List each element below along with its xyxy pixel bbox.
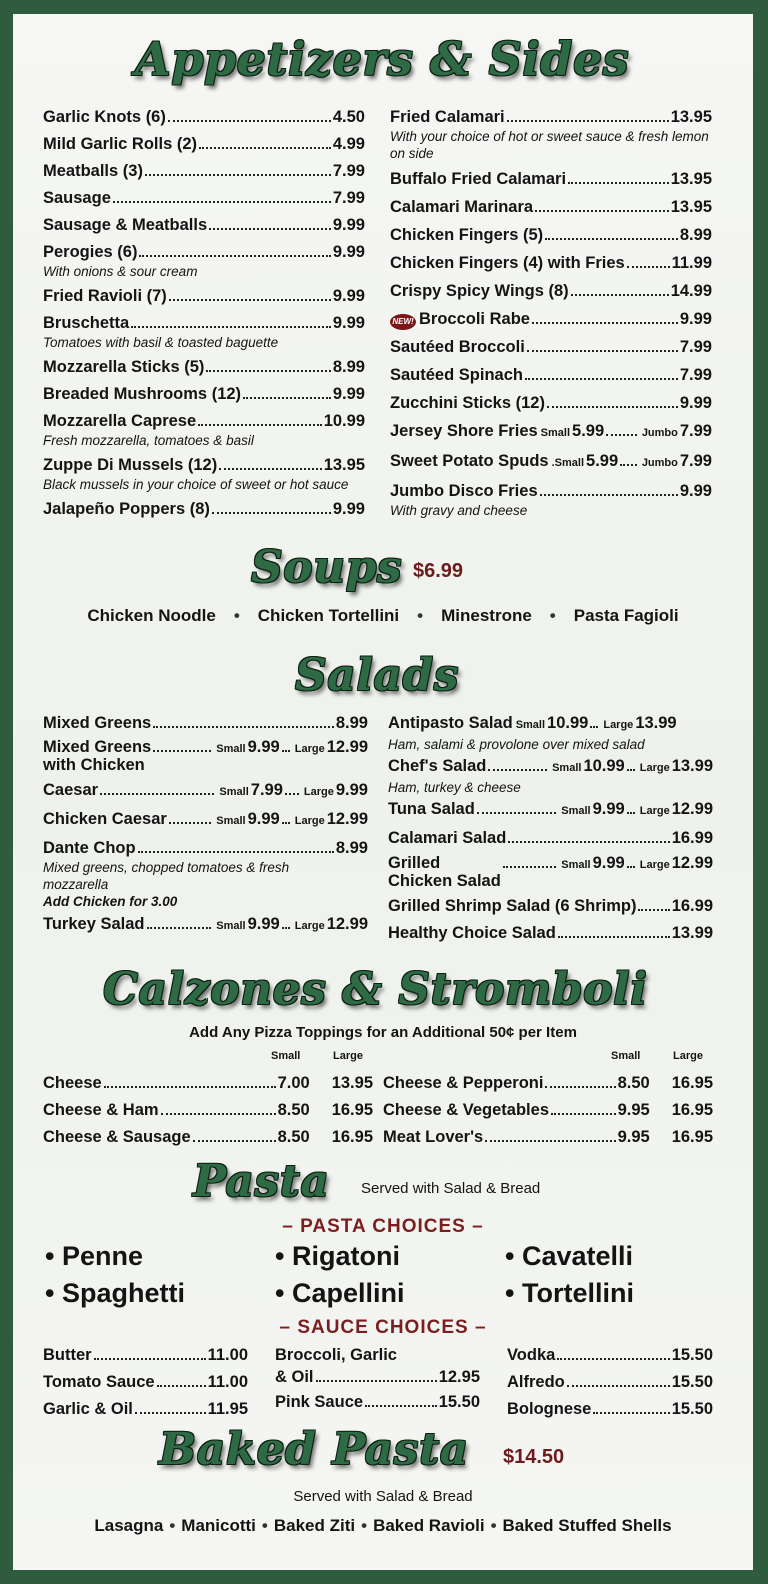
small-price: 7.00 — [277, 1074, 310, 1092]
pasta-choice: • Cavatelli — [505, 1241, 634, 1271]
appetizers-left-column — [43, 106, 365, 520]
dot-leader — [157, 1385, 206, 1387]
item-price: 13.95 — [670, 170, 712, 188]
dot-leader — [627, 266, 670, 268]
sauces-middle-column — [275, 1344, 480, 1413]
item-name: Cheese — [43, 1074, 102, 1092]
item-name-text: Mozzarella Caprese — [43, 412, 197, 430]
menu-item — [390, 196, 712, 218]
item-name — [390, 196, 533, 218]
dot-leader — [593, 1412, 669, 1414]
dot-leader — [567, 1385, 670, 1387]
item-price: 9.99 — [332, 500, 365, 518]
item-description: With gravy and cheese — [390, 503, 528, 518]
item-name-text: Bolognese — [507, 1400, 592, 1418]
soups-price: $6.99 — [413, 560, 464, 582]
bullet-separator: • — [169, 1516, 176, 1535]
item-name — [43, 1344, 92, 1366]
item-price: 7.99 — [332, 189, 365, 207]
menu-item — [43, 498, 365, 520]
item-addon: Add Chicken for 3.00 — [43, 894, 178, 909]
item-description: With onions & sour cream — [43, 264, 198, 279]
bullet-separator: • — [233, 606, 240, 625]
dot-leader — [525, 378, 678, 380]
item-price: 13.95 — [323, 456, 365, 474]
item-name — [390, 106, 505, 128]
item-price: 9.99 — [332, 287, 365, 305]
salads-right-column — [388, 712, 713, 944]
pasta-heading: Pasta — [193, 1156, 330, 1207]
dot-leader — [209, 228, 331, 230]
large-price: 16.95 — [671, 1101, 713, 1119]
item-name — [419, 308, 530, 330]
dot-leader — [169, 299, 331, 301]
baked-item: Baked Stuffed Shells — [502, 1516, 672, 1535]
menu-item: & Oil 12.95 — [275, 1368, 480, 1386]
item-price: 13.95 — [670, 108, 712, 126]
item-name: Cheese & Vegetables — [383, 1101, 549, 1119]
item-description: Mixed greens, chopped tomatoes & fresh mozzarella — [43, 860, 290, 892]
item-name-text: Butter — [43, 1346, 92, 1364]
dot-leader — [113, 201, 331, 203]
item-name — [507, 1398, 591, 1420]
dot-leader — [139, 255, 330, 257]
menu-item — [43, 1398, 248, 1420]
sauce-choices-title: – SAUCE CHOICES – — [279, 1317, 487, 1338]
menu-item: Jumbo Disco Fries 9.99 — [390, 482, 712, 500]
menu-item — [43, 241, 365, 263]
soups-list — [13, 606, 753, 626]
bullet-separator: • — [549, 606, 556, 625]
menu-item — [390, 392, 712, 414]
item-name — [43, 106, 166, 128]
item-name-text: Garlic & Oil — [43, 1400, 133, 1418]
small-price: 9.95 — [617, 1128, 650, 1146]
item-name-text: Crispy Spicy Wings (8) — [390, 282, 569, 300]
salads-left-column — [43, 712, 368, 937]
soup-item: Pasta Fagioli — [573, 606, 679, 625]
menu-item — [43, 356, 365, 378]
salads-heading: Salads — [295, 650, 460, 701]
item-name-text: Jalapeño Poppers (8) — [43, 500, 210, 518]
pasta-choice: • Rigatoni — [275, 1241, 400, 1271]
item-name-text: Alfredo — [507, 1373, 565, 1391]
item-name-text: Perogies (6) — [43, 243, 138, 261]
dot-leader — [219, 468, 322, 470]
item-name — [390, 252, 625, 274]
item-name-text: Mozzarella Sticks (5) — [43, 358, 205, 376]
menu-item — [507, 1371, 713, 1393]
item-description: Tomatoes with basil & toasted baguette — [43, 335, 279, 350]
menu-item — [383, 1099, 713, 1121]
menu-item — [390, 252, 712, 274]
small-price: 9.95 — [617, 1101, 650, 1119]
item-price: 14.99 — [670, 282, 712, 300]
menu-item — [43, 133, 365, 155]
small-price: 8.50 — [617, 1074, 650, 1092]
dot-leader — [551, 1113, 616, 1115]
menu-item — [383, 1126, 713, 1148]
dot-leader — [547, 406, 678, 408]
dot-leader — [135, 1412, 206, 1414]
pasta-choice: • Capellini — [275, 1278, 405, 1308]
small-price: 8.50 — [277, 1128, 310, 1146]
menu-page — [13, 14, 753, 1570]
item-price: 11.00 — [207, 1373, 248, 1391]
menu-item — [390, 280, 712, 302]
menu-item — [390, 364, 712, 386]
pasta-choice-group — [505, 1238, 634, 1312]
item-price: 15.50 — [671, 1373, 713, 1391]
menu-item — [43, 1344, 248, 1366]
menu-item: Grilled Shrimp Salad (6 Shrimp) 16.99 — [388, 897, 713, 915]
size-label: Small — [271, 1050, 301, 1062]
size-label: Large — [333, 1050, 363, 1062]
calzones-heading: Calzones & Stromboli — [103, 964, 648, 1015]
menu-item — [43, 410, 365, 432]
bullet-separator: • — [490, 1516, 497, 1535]
menu-item — [390, 168, 712, 190]
dot-leader — [243, 397, 331, 399]
menu-item — [43, 1126, 373, 1148]
dot-leader — [193, 1140, 276, 1142]
item-name — [507, 1371, 565, 1393]
menu-item: Calamari Salad 16.99 — [388, 829, 713, 847]
item-price: 8.99 — [332, 358, 365, 376]
item-name-text: Chicken Fingers (5) — [390, 226, 544, 244]
calzones-subtitle: Add Any Pizza Toppings for an Additional 50¢ per Item — [189, 1024, 577, 1041]
soup-item: Chicken Noodle — [87, 606, 216, 625]
item-description: Ham, salami & provolone over mixed salad — [388, 737, 645, 752]
large-price: 13.95 — [331, 1074, 373, 1092]
small-price: 8.50 — [277, 1101, 310, 1119]
dot-leader — [507, 120, 669, 122]
item-name-text: Zucchini Sticks (12) — [390, 394, 545, 412]
item-name-text: Tomato Sauce — [43, 1373, 155, 1391]
item-name-text: Sausage — [43, 189, 111, 207]
item-price: 7.99 — [679, 366, 712, 384]
dot-leader — [199, 147, 331, 149]
menu-item: Grilled Chicken Salad Small 9.99 Large 12.99 — [388, 854, 713, 890]
item-price: 7.99 — [679, 338, 712, 356]
item-price: 11.00 — [207, 1346, 248, 1364]
item-description: Ham, turkey & cheese — [388, 780, 521, 795]
item-name-text: Buffalo Fried Calamari — [390, 170, 567, 188]
menu-item — [43, 383, 365, 405]
item-name — [43, 312, 129, 334]
pasta-choice: • Spaghetti — [45, 1278, 185, 1308]
menu-item: Broccoli, Garlic — [275, 1346, 397, 1364]
menu-item — [43, 160, 365, 182]
baked-item: Manicotti — [181, 1516, 256, 1535]
item-name-text: Fried Calamari — [390, 108, 505, 126]
item-name: Cheese & Sausage — [43, 1128, 191, 1146]
menu-item — [383, 1072, 713, 1094]
menu-item: Mixed Greens with Chicken Small 9.99 Large 12.99 — [43, 738, 368, 774]
dot-leader — [145, 174, 331, 176]
baked-pasta-price: $14.50 — [503, 1446, 565, 1468]
item-name — [390, 336, 525, 358]
dot-leader — [568, 182, 669, 184]
item-name — [43, 241, 137, 263]
item-description: Fresh mozzarella, tomatoes & basil — [43, 433, 254, 448]
item-name — [43, 1371, 155, 1393]
menu-item: Pink Sauce 15.50 — [275, 1393, 480, 1411]
soup-item: Chicken Tortellini — [257, 606, 400, 625]
menu-item — [43, 454, 365, 476]
item-name — [43, 498, 210, 520]
item-name — [507, 1344, 555, 1366]
calzones-left-column — [43, 1072, 373, 1148]
item-price: 11.95 — [207, 1400, 248, 1418]
menu-item: Tuna Salad Small 9.99 Large 12.99 — [388, 800, 713, 818]
dot-leader — [168, 120, 331, 122]
item-description: Black mussels in your choice of sweet or hot sauce — [43, 477, 349, 492]
menu-item: Antipasto Salad Small 10.99 Large 13.99 — [388, 714, 677, 732]
dot-leader — [545, 238, 678, 240]
dot-leader — [535, 210, 669, 212]
dot-leader — [212, 512, 331, 514]
item-price: 8.99 — [679, 226, 712, 244]
item-name-text: Calamari Marinara — [390, 198, 534, 216]
soup-item: Minestrone — [441, 606, 532, 625]
size-label: Small — [611, 1050, 641, 1062]
sauces-left-column — [43, 1344, 248, 1420]
baked-pasta-subtitle: Served with Salad & Bread — [293, 1488, 473, 1505]
menu-item — [43, 187, 365, 209]
menu-item — [43, 1072, 373, 1094]
item-price: 9.99 — [332, 314, 365, 332]
menu-item — [43, 312, 365, 334]
item-name — [43, 383, 241, 405]
menu-item — [43, 1371, 248, 1393]
item-price: 9.99 — [679, 394, 712, 412]
item-price: 9.99 — [332, 243, 365, 261]
item-price: 15.50 — [671, 1346, 713, 1364]
sauces-right-column — [507, 1344, 713, 1420]
item-name — [43, 160, 143, 182]
item-name-text: Bruschetta — [43, 314, 130, 332]
item-price: 10.99 — [323, 412, 365, 430]
item-name — [43, 133, 197, 155]
menu-item: Sweet Potato Spuds .Small 5.99 Jumbo 7.99 — [390, 452, 712, 470]
item-description: With your choice of hot or sweet sauce & fresh lemon on side — [390, 129, 709, 161]
dot-leader — [161, 1113, 276, 1115]
item-name — [43, 410, 196, 432]
baked-item: Lasagna — [94, 1516, 164, 1535]
pasta-choice-group — [275, 1238, 405, 1312]
item-name — [390, 224, 543, 246]
large-price: 16.95 — [331, 1101, 373, 1119]
item-name-text: Mild Garlic Rolls (2) — [43, 135, 198, 153]
size-label: Large — [673, 1050, 703, 1062]
dot-leader — [485, 1140, 615, 1142]
menu-item — [390, 336, 712, 358]
item-name: Meat Lover's — [383, 1128, 484, 1146]
item-name — [43, 285, 167, 307]
item-name-text: Sautéed Broccoli — [390, 338, 525, 356]
menu-item — [507, 1344, 713, 1366]
dot-leader — [527, 350, 678, 352]
item-name-text: Chicken Fingers (4) with Fries — [390, 254, 625, 272]
menu-item — [43, 1099, 373, 1121]
menu-item — [390, 224, 712, 246]
item-name — [43, 1398, 133, 1420]
large-price: 16.95 — [671, 1128, 713, 1146]
item-price: 9.99 — [679, 310, 712, 328]
item-name-text: Meatballs (3) — [43, 162, 143, 180]
dot-leader — [198, 424, 322, 426]
menu-item — [507, 1398, 713, 1420]
large-price: 16.95 — [671, 1074, 713, 1092]
item-name: Cheese & Pepperoni — [383, 1074, 544, 1092]
bullet-separator: • — [417, 606, 424, 625]
menu-item: Dante Chop 8.99 — [43, 839, 368, 857]
item-name-text: Breaded Mushrooms (12) — [43, 385, 242, 403]
item-name — [43, 214, 207, 236]
menu-item: Healthy Choice Salad 13.99 — [388, 924, 713, 942]
item-name — [390, 280, 569, 302]
item-name — [390, 392, 545, 414]
pasta-choice: • Tortellini — [505, 1278, 634, 1308]
baked-item: Baked Ravioli — [373, 1516, 485, 1535]
item-price: 7.99 — [332, 162, 365, 180]
baked-pasta-list — [13, 1516, 753, 1536]
menu-item — [43, 285, 365, 307]
menu-item: Mixed Greens 8.99 — [43, 714, 368, 732]
dot-leader — [545, 1086, 615, 1088]
menu-item — [43, 214, 365, 236]
item-name: Cheese & Ham — [43, 1101, 159, 1119]
appetizers-right-column — [390, 106, 712, 519]
item-price: 4.50 — [332, 108, 365, 126]
dot-leader — [206, 370, 330, 372]
item-price: 13.95 — [670, 198, 712, 216]
menu-item — [43, 106, 365, 128]
item-price: 4.99 — [332, 135, 365, 153]
menu-item — [390, 106, 712, 128]
item-name-text: Garlic Knots (6) — [43, 108, 166, 126]
item-price: 15.50 — [671, 1400, 713, 1418]
new-badge: NEW! — [390, 314, 416, 330]
appetizers-heading: Appetizers & Sides — [135, 32, 630, 86]
menu-item — [390, 308, 712, 330]
baked-pasta-heading: Baked Pasta — [159, 1424, 469, 1475]
item-price: 11.99 — [671, 254, 712, 272]
menu-item: Chicken Caesar Small 9.99 Large 12.99 — [43, 810, 368, 828]
item-name — [43, 454, 217, 476]
pasta-choice-group — [45, 1238, 185, 1312]
calzones-right-column — [383, 1072, 713, 1148]
baked-item: Baked Ziti — [273, 1516, 356, 1535]
dot-leader — [532, 322, 678, 324]
item-name-text: Sautéed Spinach — [390, 366, 523, 384]
soups-heading: Soups — [251, 542, 403, 593]
dot-leader — [557, 1358, 669, 1360]
menu-item: Jersey Shore Fries Small 5.99 Jumbo 7.99 — [390, 422, 712, 440]
pasta-choice: • Penne — [45, 1241, 143, 1271]
item-name — [390, 364, 523, 386]
item-name-text: Fried Ravioli (7) — [43, 287, 167, 305]
menu-item: Chef's Salad Small 10.99 Large 13.99 — [388, 757, 713, 775]
large-price: 16.95 — [331, 1128, 373, 1146]
item-price: 9.99 — [332, 216, 365, 234]
item-name — [43, 356, 204, 378]
dot-leader — [571, 294, 669, 296]
pasta-subtitle: Served with Salad & Bread — [361, 1180, 541, 1197]
item-price: 9.99 — [332, 385, 365, 403]
menu-item: Turkey Salad Small 9.99 Large 12.99 — [43, 915, 368, 933]
dot-leader — [131, 326, 331, 328]
dot-leader — [94, 1358, 206, 1360]
item-name-text: Zuppe Di Mussels (12) — [43, 456, 218, 474]
item-name — [43, 187, 111, 209]
pasta-choices-title: – PASTA CHOICES – — [282, 1216, 484, 1237]
item-name — [390, 168, 566, 190]
item-name-text: Broccoli Rabe — [419, 310, 530, 328]
item-name-text: Sausage & Meatballs — [43, 216, 208, 234]
item-name-text: Vodka — [507, 1346, 556, 1364]
dot-leader — [104, 1086, 276, 1088]
bullet-separator: • — [361, 1516, 368, 1535]
bullet-separator: • — [261, 1516, 268, 1535]
menu-item: Caesar Small 7.99 Large 9.99 — [43, 781, 368, 799]
